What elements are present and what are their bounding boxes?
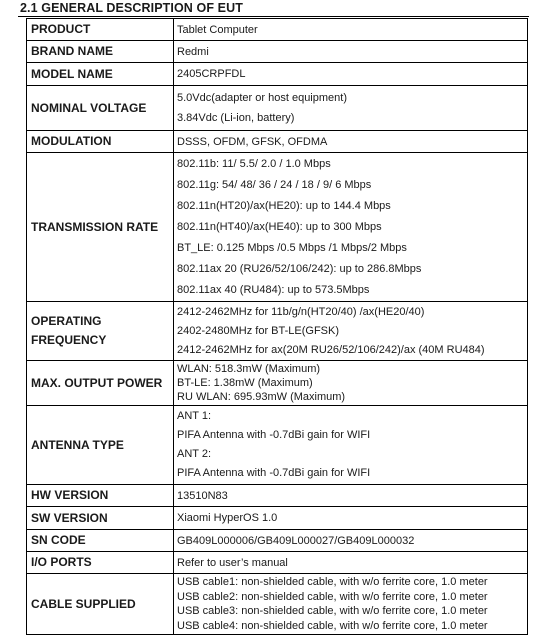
value-line: 802.11b: 11/ 5.5/ 2.0 / 1.0 Mbps	[177, 157, 331, 170]
table-row-model-name	[27, 63, 528, 86]
value-line: Xiaomi HyperOS 1.0	[177, 511, 278, 524]
row-value-modulation	[174, 131, 528, 153]
table-row-cable-supplied	[27, 574, 528, 635]
value-line: 802.11ax 20 (RU26/52/106/242): up to 286.8Mbps	[177, 262, 422, 275]
row-value-cable-supplied	[174, 574, 528, 635]
row-value-sn-code	[174, 530, 528, 552]
table-row-hw-version	[27, 485, 528, 507]
row-label-text: HW VERSION	[31, 488, 109, 502]
row-label-text: I/O PORTS	[31, 555, 92, 569]
row-value-max-output-power	[174, 361, 528, 406]
value-line: 5.0Vdc(adapter or host equipment)	[177, 92, 347, 104]
value-line: DSSS, OFDM, GFSK, OFDMA	[177, 135, 328, 148]
row-label-sn-code	[27, 530, 174, 552]
row-value-io-ports	[174, 552, 528, 574]
value-line: BT_LE: 0.125 Mbps /0.5 Mbps /1 Mbps/2 Mbps	[177, 241, 407, 254]
row-label-text: PRODUCT	[31, 22, 91, 36]
table-row-brand-name	[27, 41, 528, 63]
row-label-hw-version	[27, 485, 174, 507]
table-row-operating-frequency	[27, 302, 528, 361]
value-line: Redmi	[177, 45, 209, 58]
row-label-model-name	[27, 63, 174, 86]
value-line: Refer to user’s manual	[177, 556, 288, 569]
row-label-transmission-rate	[27, 153, 174, 302]
value-line: 2412-2462MHz for 11b/g/n(HT20/40) /ax(HE20/40)	[177, 305, 425, 318]
value-line: 2412-2462MHz for ax(20M RU26/52/106/242)/ax (40M RU484)	[177, 343, 485, 356]
value-line: USB cable1: non-shielded cable, with w/o ferrite core, 1.0 meter	[177, 576, 488, 588]
value-line: 802.11n(HT20)/ax(HE20): up to 144.4 Mbps	[177, 199, 391, 212]
row-label-antenna-type	[27, 406, 174, 485]
row-label-text: CABLE SUPPLIED	[31, 596, 136, 611]
value-line: USB cable2: non-shielded cable, with w/o ferrite core, 1.0 meter	[177, 590, 488, 603]
row-label-text: NOMINAL VOLTAGE	[31, 100, 147, 115]
row-label-modulation	[27, 131, 174, 153]
row-label-text: MODULATION	[31, 134, 112, 148]
row-label-cable-supplied	[27, 574, 174, 635]
value-line: 3.84Vdc (Li-ion, battery)	[177, 112, 295, 124]
row-value-brand-name	[174, 41, 528, 63]
row-label-text: ANTENNA TYPE	[31, 437, 124, 452]
table-row-sn-code	[27, 530, 528, 552]
value-line: ANT 1:	[177, 410, 212, 422]
value-line: 2405CRPFDL	[177, 67, 246, 80]
row-label-operating-frequency	[27, 302, 174, 361]
row-label-text: FREQUENCY	[31, 333, 107, 347]
table-row-transmission-rate	[27, 153, 528, 302]
row-label-nominal-voltage	[27, 86, 174, 131]
row-label-text: SN CODE	[31, 533, 86, 547]
row-value-transmission-rate	[174, 153, 528, 302]
table-row-modulation	[27, 131, 528, 153]
value-line: RU WLAN: 695.93mW (Maximum)	[177, 391, 346, 403]
table-row-sw-version	[27, 507, 528, 530]
row-label-sw-version	[27, 507, 174, 530]
value-line: 802.11n(HT40)/ax(HE40): up to 300 Mbps	[177, 220, 382, 233]
row-label-io-ports	[27, 552, 174, 574]
eut-description-table	[26, 18, 528, 635]
table-row-antenna-type	[27, 406, 528, 485]
row-value-hw-version	[174, 485, 528, 507]
row-label-text: OPERATING	[31, 314, 102, 328]
value-line: GB409L000006/GB409L000027/GB409L000032	[177, 534, 415, 547]
value-line: Tablet Computer	[177, 23, 258, 36]
row-value-antenna-type	[174, 406, 528, 485]
row-value-sw-version	[174, 507, 528, 530]
row-label-product	[27, 19, 174, 41]
row-label-text: MAX. OUTPUT POWER	[31, 375, 163, 390]
table-row-max-output-power	[27, 361, 528, 406]
section-title: 2.1 GENERAL DESCRIPTION OF EUT	[20, 1, 243, 15]
value-line: 802.11ax 40 (RU484): up to 573.5Mbps	[177, 283, 370, 296]
value-line: 2402-2480MHz for BT-LE(GFSK)	[177, 324, 340, 337]
title-divider	[18, 16, 529, 17]
value-line: 13510N83	[177, 489, 228, 502]
row-label-brand-name	[27, 41, 174, 63]
row-label-text: TRANSMISSION RATE	[31, 219, 159, 234]
table-row-io-ports	[27, 552, 528, 574]
value-line: ANT 2:	[177, 448, 212, 460]
value-line: 802.11g: 54/ 48/ 36 / 24 / 18 / 9/ 6 Mbps	[177, 178, 372, 191]
row-label-text: BRAND NAME	[31, 44, 113, 58]
value-line: PIFA Antenna with -0.7dBi gain for WIFI	[177, 429, 371, 441]
table-row-product	[27, 19, 528, 41]
row-value-product	[174, 19, 528, 41]
value-line: WLAN: 518.3mW (Maximum)	[177, 363, 321, 375]
row-label-text: SW VERSION	[31, 510, 108, 525]
row-value-nominal-voltage	[174, 86, 528, 131]
row-label-max-output-power	[27, 361, 174, 406]
row-value-operating-frequency	[174, 302, 528, 361]
value-line: USB cable4: non-shielded cable, with w/o ferrite core, 1.0 meter	[177, 619, 488, 632]
table-row-nominal-voltage	[27, 86, 528, 131]
value-line: USB cable3: non-shielded cable, with w/o ferrite core, 1.0 meter	[177, 605, 488, 617]
row-value-model-name	[174, 63, 528, 86]
value-line: PIFA Antenna with -0.7dBi gain for WIFI	[177, 467, 371, 479]
value-line: BT-LE: 1.38mW (Maximum)	[177, 377, 313, 389]
row-label-text: MODEL NAME	[31, 66, 113, 81]
